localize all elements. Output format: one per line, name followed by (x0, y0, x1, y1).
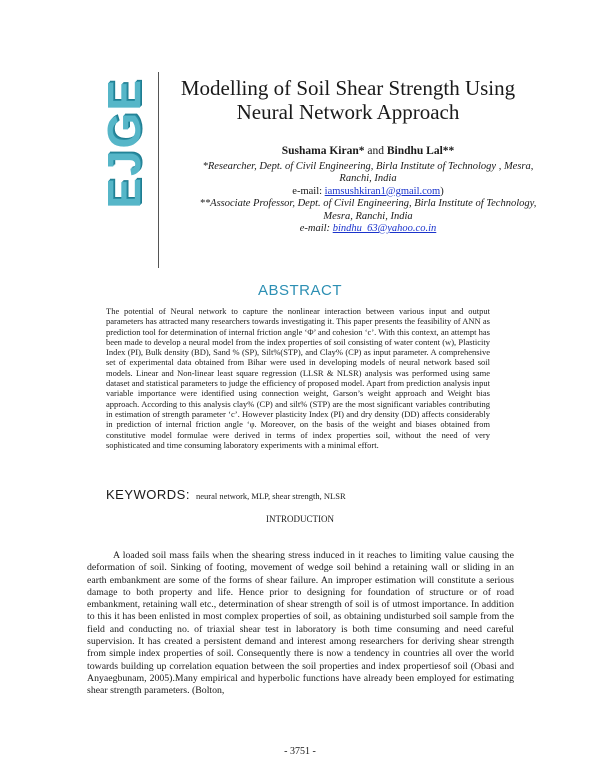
author-2: Bindhu Lal** (386, 145, 455, 157)
email-1-line (168, 186, 568, 199)
introduction-text: A loaded soil mass fails when the shearing stress induced in it reaches to limiting value causing the deformation of soil. Sinking of footing, movement of wedge soil behind a retaining wall or sliding in an earth embankment are some of the forms of shear failure. An improper estimation will constitute a serious damage to both property and life. Hence prior to designing for foundation of structure or of road embankment, retaining wall etc., determination of shear strength of soil is of utmost importance. In addition to this it has been enlisted in most complex properties of soil, as obtaining undisturbed soil sample from the field and conducting no. of triaxial shear test in laboratory is both time consuming and need careful supervision. It has created a persistent demand and interest among researchers for deriving shear strength from simple index properties of soil. Consequently there is now a tendency in countries all over the world towards building up correlation equation between the soil properties and index propertiesof soil (Obasi and Anyaegbunam, 2005).Many empirical and hyperbolic functions have already been employed for estimating shear strength parameters. (Bolton, (87, 550, 514, 697)
journal-logo: EJGE (98, 78, 150, 209)
author-and: and (364, 145, 387, 157)
logo-divider (158, 72, 159, 268)
email-2-label: e-mail: (299, 223, 333, 234)
paper-title: Modelling of Soil Shear Strength Using Neural Network Approach (180, 76, 516, 124)
affiliation-1-location: Ranchi, India (339, 173, 397, 184)
author-names (168, 145, 568, 158)
introduction-heading: INTRODUCTION (266, 514, 334, 524)
email-1-label: e-mail: (292, 185, 325, 197)
abstract-text: The potential of Neural network to capture the nonlinear interaction between various input and output parameters has attracted many researchers towards investigating it. This paper presents the feasibility of ANN as prediction tool for determination of internal friction angle ‘Φ’ and cohesion ‘c’. With this context, an attempt has been made to develop a neural model from the index properties of soil consisting of water content (w), Plasticity Index (PI), Bulk density (BD), Sand % (SP), Silt%(STP), and Clay% (CP) as input parameter. A comprehensive set of experimental data obtained from Bihar were used in developing models of neural network based soil models. Linear and Non-linear least square regression (LLSR & NLSR) analysis was performed using same dataset and statistical parameters to judge the efficiency of proposed model. Apart from prediction analysis input variable importance were identified using connection weight, Garson’s weight approach and Weight bias approach. According to this analysis clay% (CP) and silt% (STP) are the most significant variables contributing in estimation of strength parameter ‘c’. However plasticity Index (PI) and dry density (DD) affects considerably in prediction of internal friction angle ‘φ. Moreover, on the basis of the weight and biases obtained from constitutive model formulae were derived in terms of index properties soil, without the need of very sophisticated and time consuming laboratory experiments with a minimal effort. (106, 306, 490, 450)
email-2-link[interactable]: bindhu_63@yahoo.co.in (332, 223, 437, 234)
keywords-label: KEYWORDS: (106, 487, 190, 502)
affiliation-2: **Associate Professor, Dept. of Civil Engineering, Birla Institute of Technology, (199, 198, 537, 209)
email-2-line (168, 223, 568, 236)
affiliation-2-location: Mesra, Ranchi, India (323, 210, 413, 222)
author-1: Sushama Kiran* (281, 145, 365, 157)
affiliation-1: *Researcher, Dept. of Civil Engineering, Birla Institute of Technology , Mesra, (202, 160, 534, 172)
keywords-list: neural network, MLP, shear strength, NLSR (195, 491, 346, 501)
email-1-close: ) (440, 185, 444, 197)
page-number: - 3751 - (284, 746, 316, 757)
abstract-heading: ABSTRACT (257, 282, 342, 299)
author-block (168, 145, 568, 236)
keywords-line (106, 487, 506, 502)
email-1-link[interactable]: iamsushkiran1@gmail.com (324, 185, 441, 197)
